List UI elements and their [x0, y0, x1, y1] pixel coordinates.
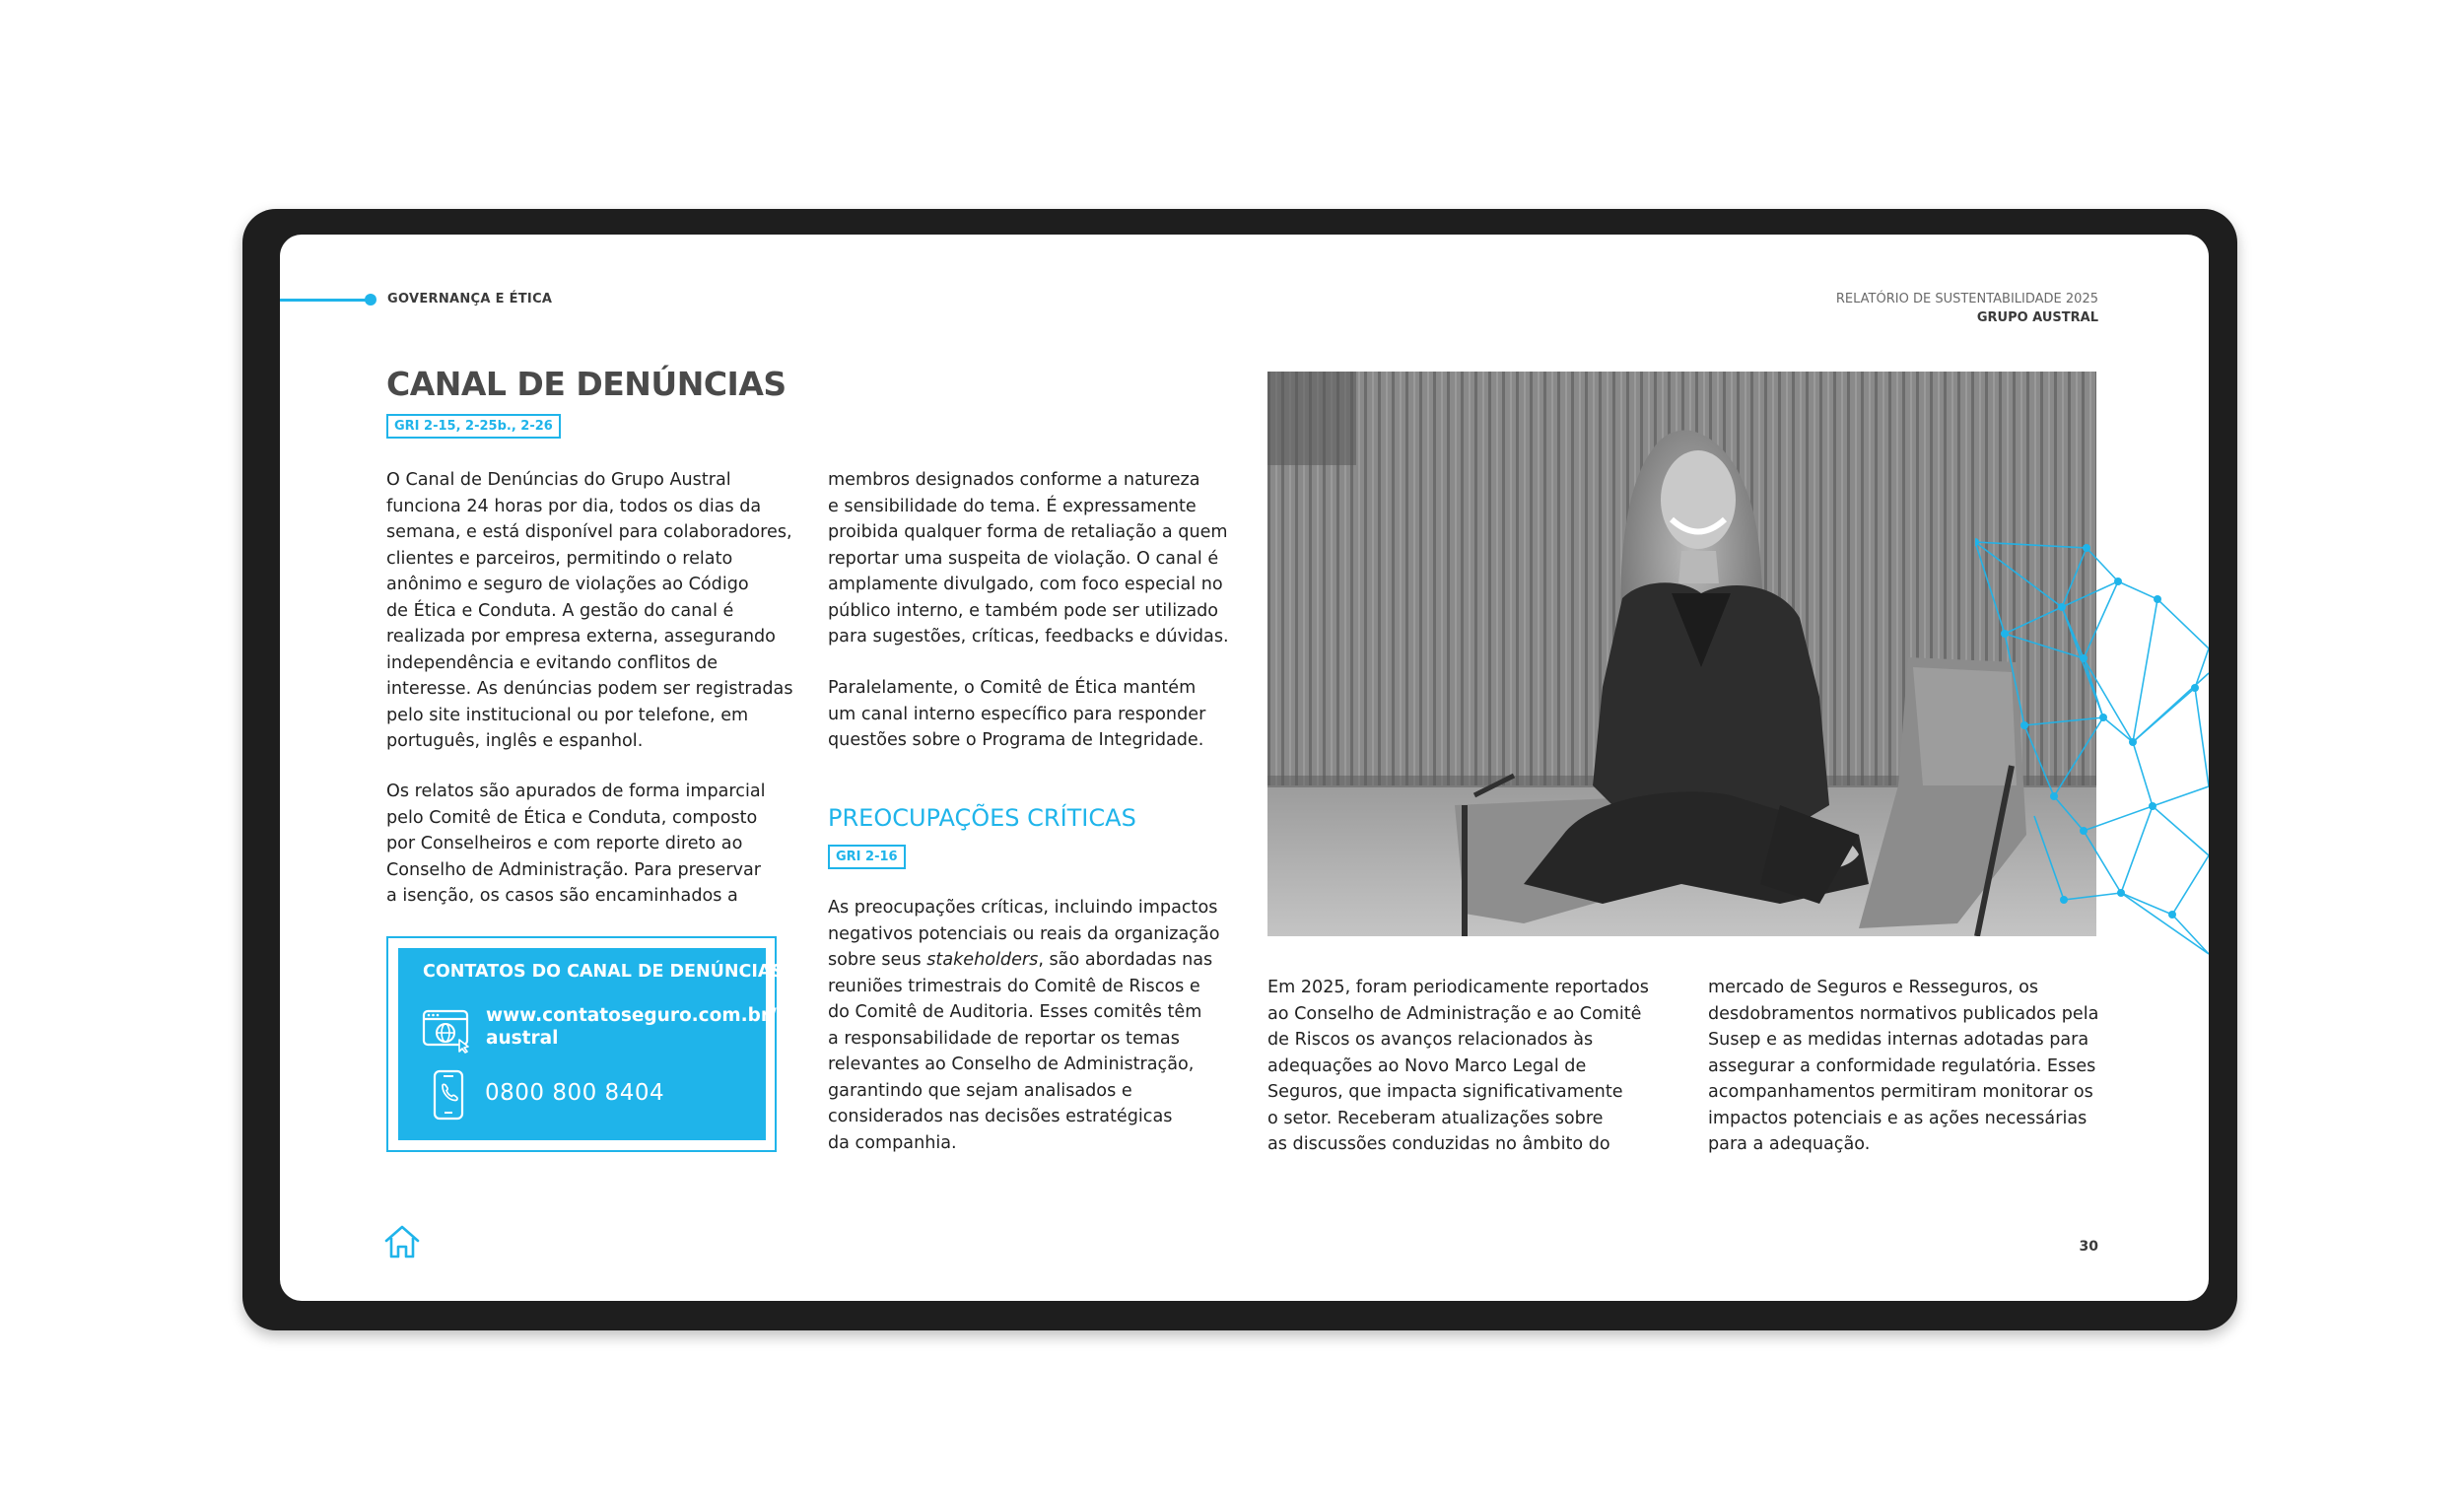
- text-line: pelo site institucional ou por telefone, em: [386, 705, 749, 725]
- text-line: ao Conselho de Administração e ao Comitê: [1267, 1003, 1642, 1024]
- home-icon[interactable]: [383, 1224, 421, 1259]
- text-line: a isenção, os casos são encaminhados a: [386, 886, 738, 906]
- report-title: RELATÓRIO DE SUSTENTABILIDADE 2025: [1835, 292, 2098, 306]
- gri-tag-primary: GRI 2-15, 2-25b., 2-26: [386, 414, 561, 439]
- text-line: questões sobre o Programa de Integridade.: [828, 730, 1204, 750]
- text-line: um canal interno específico para responder: [828, 704, 1206, 724]
- portrait-photo: [1267, 372, 2096, 936]
- text-line: independência e evitando conflitos de: [386, 652, 719, 673]
- col2-paragraph-1: [828, 467, 1229, 650]
- text-line: considerados nas decisões estratégicas: [828, 1107, 1173, 1126]
- text-line: Conselho de Administração. Para preservar: [386, 859, 762, 880]
- text-line: a responsabilidade de reportar os temas: [828, 1028, 1180, 1049]
- text-line: as discussões conduzidas no âmbito do: [1267, 1134, 1610, 1154]
- contact-box: [386, 936, 785, 1152]
- text-line: pelo Comitê de Ética e Conduta, composto: [386, 807, 758, 828]
- section-marker-dot: [365, 294, 376, 306]
- text-line: realizada por empresa externa, assegurando: [386, 627, 776, 646]
- col1-paragraph-1: [386, 467, 793, 755]
- text-fragment: sobre seus: [828, 950, 927, 970]
- text-line: para sugestões, críticas, feedbacks e dúvidas.: [828, 627, 1229, 646]
- text-line: reportar uma suspeita de violação. O canal é: [828, 548, 1219, 569]
- text-line: impactos potenciais e as ações necessárias: [1708, 1108, 2088, 1128]
- document-page: [280, 235, 2209, 1301]
- text-line: assegurar a conformidade regulatória. Esses: [1708, 1055, 2096, 1076]
- text-line: negativos potenciais ou reais da organização: [828, 923, 1220, 944]
- text-line: clientes e parceiros, permitindo o relato: [386, 548, 733, 569]
- subsection-title: PREOCUPAÇÕES CRÍTICAS: [828, 804, 1136, 832]
- text-line: por Conselheiros e com reporte direto ao: [386, 834, 743, 853]
- text-line: desdobramentos normativos publicados pela: [1708, 1003, 2099, 1024]
- text-line: As preocupações críticas, incluindo impactos: [828, 898, 1218, 918]
- text-line: público interno, e também pode ser utilizado: [828, 600, 1219, 621]
- text-line: do Comitê de Auditoria. Esses comitês têm: [828, 1002, 1202, 1022]
- col2-paragraph-2: [828, 675, 1205, 754]
- text-line: Seguros, que impacta significativamente: [1267, 1082, 1623, 1102]
- text-line: Susep e as medidas internas adotadas para: [1708, 1030, 2089, 1050]
- text-line: anônimo e seguro de violações ao Código: [386, 575, 749, 594]
- website-line-2: austral: [486, 1028, 559, 1049]
- text-line: reuniões trimestrais do Comitê de Riscos e: [828, 976, 1200, 996]
- text-line: interesse. As denúncias podem ser registradas: [386, 679, 793, 699]
- contact-box-panel: [398, 948, 785, 1140]
- page-title: CANAL DE DENÚNCIAS: [386, 365, 787, 403]
- text-line: adequações ao Novo Marco Legal de: [1267, 1055, 1587, 1076]
- text-line: Paralelamente, o Comitê de Ética mantém: [828, 678, 1197, 698]
- report-company: GRUPO AUSTRAL: [1976, 310, 2098, 325]
- text-line: proibida qualquer forma de retaliação a quem: [828, 522, 1228, 542]
- col4-paragraph: [1708, 975, 2098, 1158]
- network-graphic: [1975, 491, 2209, 964]
- text-line: português, inglês e espanhol.: [386, 731, 644, 751]
- text-line: o setor. Receberam atualizações sobre: [1267, 1108, 1604, 1128]
- text-line: membros designados conforme a natureza: [828, 470, 1200, 490]
- gri-tag-secondary: GRI 2-16: [828, 845, 906, 869]
- section-marker-line: [280, 299, 371, 302]
- text-line: da companhia.: [828, 1132, 957, 1153]
- text-fragment: , são abordadas nas: [1038, 950, 1213, 970]
- section-label: GOVERNANÇA E ÉTICA: [387, 292, 553, 306]
- subsection-paragraph: [828, 895, 1220, 1156]
- contact-phone-number[interactable]: 0800 800 8404: [485, 1080, 665, 1106]
- text-line: relevantes ao Conselho de Administração,: [828, 1055, 1195, 1074]
- page-number: 30: [2079, 1239, 2098, 1255]
- text-line: semana, e está disponível para colaboradores,: [386, 522, 792, 542]
- text-line: acompanhamentos permitiram monitorar os: [1708, 1082, 2093, 1102]
- phone-icon: [433, 1069, 464, 1121]
- text-line: amplamente divulgado, com foco especial no: [828, 575, 1223, 594]
- col3-paragraph: [1267, 975, 1649, 1158]
- website-line-1: www.contatoseguro.com.br/: [486, 1005, 777, 1026]
- contact-website-link[interactable]: [486, 1004, 777, 1050]
- text-line: [828, 947, 1220, 974]
- text-line: para a adequação.: [1708, 1134, 1871, 1154]
- text-line: garantindo que sejam analisados e: [828, 1080, 1132, 1101]
- text-line: O Canal de Denúncias do Grupo Austral: [386, 470, 731, 490]
- contact-box-title: CONTATOS DO CANAL DE DENÚNCIAS: [423, 962, 785, 982]
- text-line: e sensibilidade do tema. É expressamente: [828, 496, 1197, 516]
- text-line: mercado de Seguros e Resseguros, os: [1708, 978, 2039, 997]
- text-line: Os relatos são apurados de forma imparcial: [386, 782, 766, 801]
- web-icon: [422, 1008, 471, 1054]
- text-line: Em 2025, foram periodicamente reportados: [1267, 978, 1649, 997]
- col1-paragraph-2: [386, 779, 766, 910]
- text-line: de Ética e Conduta. A gestão do canal é: [386, 600, 734, 621]
- stakeholders-emphasis: stakeholders: [926, 950, 1039, 970]
- text-line: de Riscos os avanços relacionados às: [1267, 1030, 1594, 1050]
- text-line: funciona 24 horas por dia, todos os dias da: [386, 496, 762, 516]
